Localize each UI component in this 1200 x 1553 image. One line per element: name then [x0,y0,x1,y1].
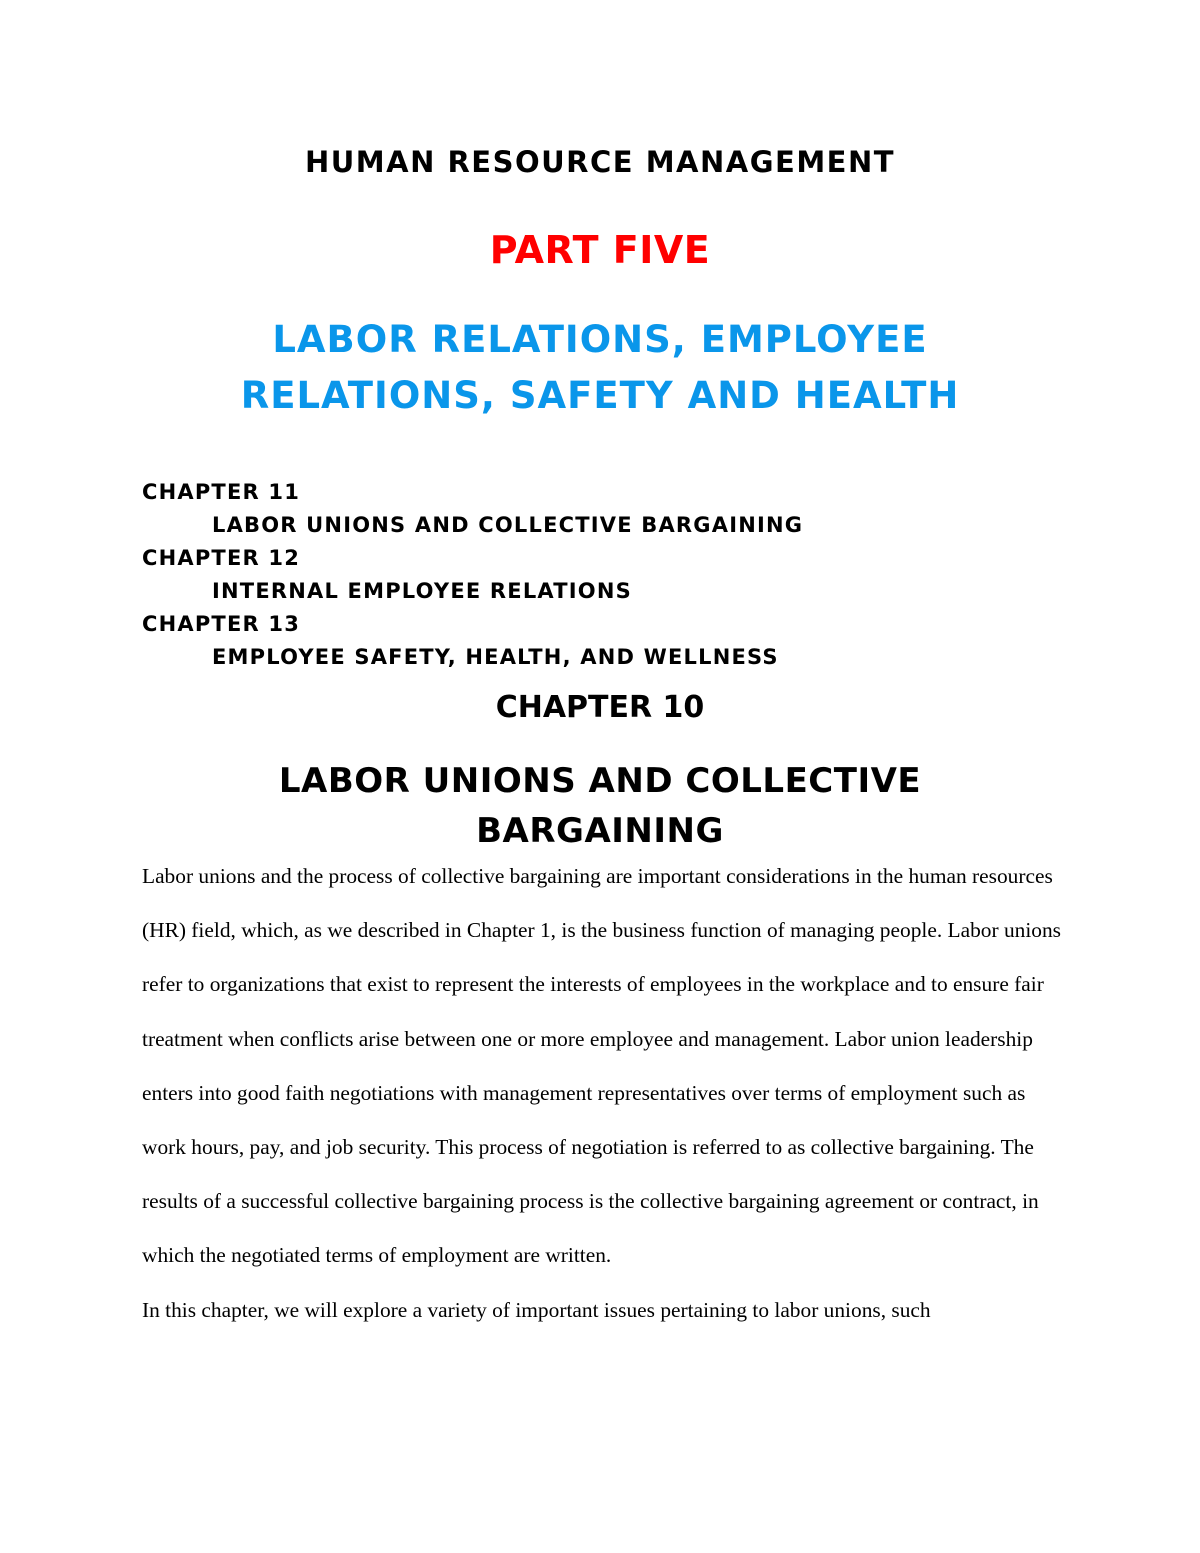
chapter-title-line: BARGAINING [476,811,724,851]
toc-chapter-label: CHAPTER 13 [142,612,301,636]
chapter-title-line: LABOR UNIONS AND COLLECTIVE [278,761,922,801]
part-title [0,312,1200,424]
toc-chapter-title: EMPLOYEE SAFETY, HEALTH, AND WELLNESS [212,645,779,669]
toc-chapter-title: LABOR UNIONS AND COLLECTIVE BARGAINING [212,513,804,537]
part-label: PART FIVE [489,228,711,272]
document-title: HUMAN RESOURCE MANAGEMENT [304,145,896,179]
chapter-title [0,756,1200,856]
paragraph: Labor unions and the process of collective bargaining are important considerations in the human resources (HR) field, which, as we described in Chapter 1, is the business function of managing people. Labor unions refer to organizations that exist to represent the interests of employees in the workplace and to ensure fair treatment when conflicts arise between one or more employee and management. Labor union leadership enters into good faith negotiations with management representatives over terms of employment such as work hours, pay, and job security. This process of negotiation is referred to as collective bargaining. The results of a successful collective bargaining process is the collective bargaining agreement or contract, in which the negotiated terms of employment are written. [142,864,1061,1268]
paragraph: In this chapter, we will explore a variety of important issues pertaining to labor unions, such [142,1297,931,1322]
part-title-line: RELATIONS, SAFETY AND HEALTH [240,374,960,417]
chapter-number: CHAPTER 10 [495,690,705,725]
toc-chapter-title: INTERNAL EMPLOYEE RELATIONS [212,579,632,603]
part-title-line: LABOR RELATIONS, EMPLOYEE [272,318,928,361]
table-of-contents [142,476,803,674]
toc-chapter-label: CHAPTER 12 [142,546,301,570]
body-text [142,849,1072,1337]
toc-chapter-label: CHAPTER 11 [142,480,301,504]
